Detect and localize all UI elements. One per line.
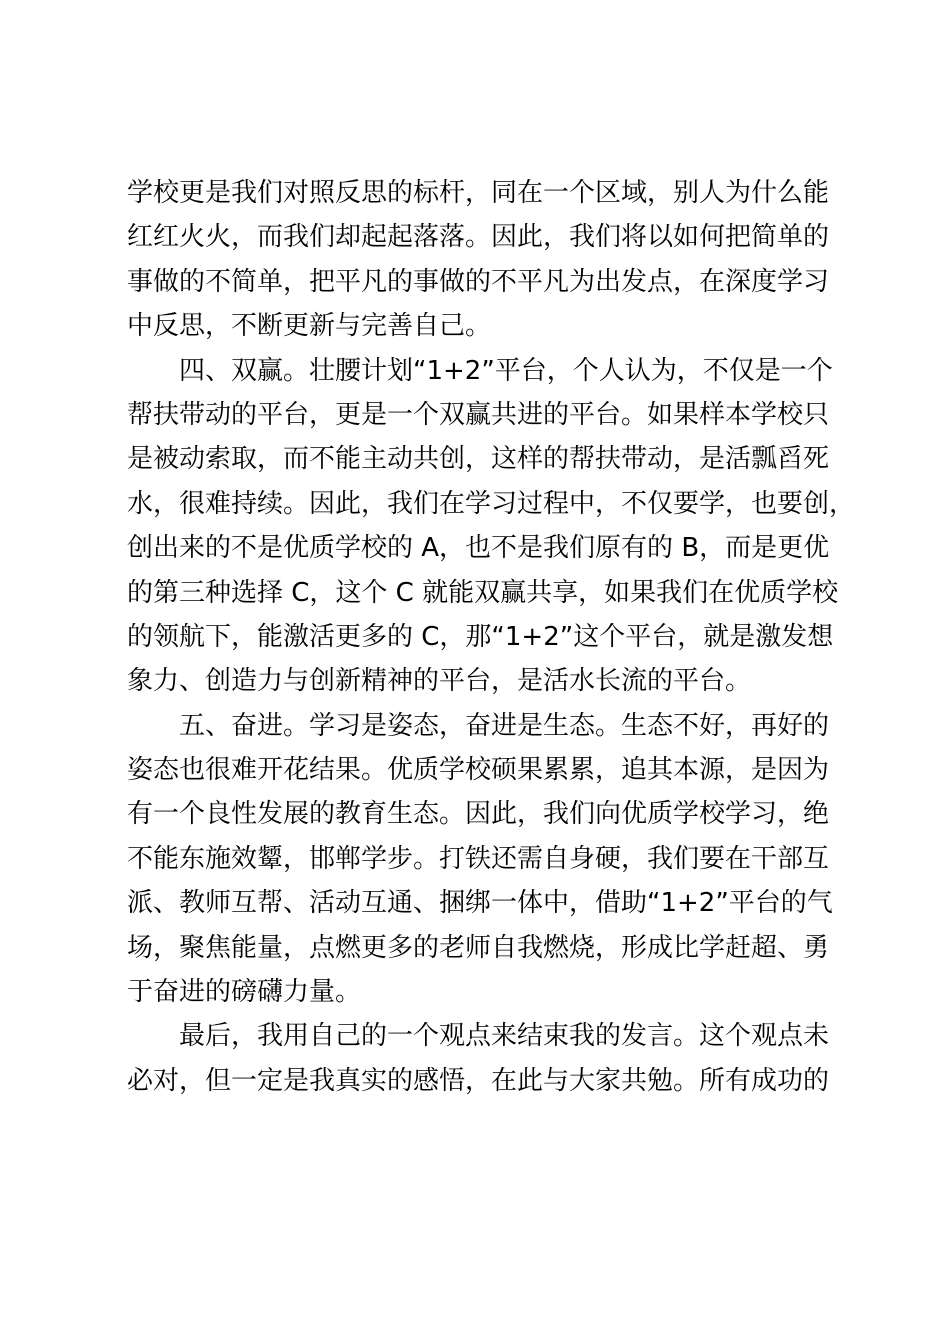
paragraph-start-line: 四、双赢。壮腰计划“1+2”平台，个人认为，不仅是一个 bbox=[179, 355, 833, 386]
text-line: 的领航下，能激活更多的 C，那“1+2”这个平台，就是激发想 bbox=[127, 621, 834, 652]
text-line: 事做的不简单，把平凡的事做的不平凡为出发点，在深度学习 bbox=[127, 266, 830, 297]
text-line: 必对，但一定是我真实的感悟，在此与大家共勉。所有成功的 bbox=[127, 1065, 830, 1096]
text-line: 于奋进的磅礴力量。 bbox=[127, 977, 362, 1008]
text-line: 姿态也很难开花结果。优质学校硕果累累，追其本源，是因为 bbox=[127, 755, 830, 786]
text-line: 的第三种选择 C，这个 C 就能双赢共享，如果我们在优质学校 bbox=[127, 577, 839, 608]
paragraph-start-line: 五、奋进。学习是姿态，奋进是生态。生态不好，再好的 bbox=[179, 710, 830, 741]
text-line: 水，很难持续。因此，我们在学习过程中，不仅要学，也要创， bbox=[127, 488, 856, 519]
text-line: 不能东施效颦，邯郸学步。打铁还需自身硬，我们要在干部互 bbox=[127, 843, 830, 874]
text-line: 红红火火，而我们却起起落落。因此，我们将以如何把简单的 bbox=[127, 222, 830, 253]
text-line: 创出来的不是优质学校的 A，也不是我们原有的 B，而是更优 bbox=[127, 533, 830, 564]
document-body bbox=[127, 171, 856, 1103]
text-line: 有一个良性发展的教育生态。因此，我们向优质学校学习，绝 bbox=[127, 799, 830, 830]
text-line: 派、教师互帮、活动互通、捆绑一体中，借助“1+2”平台的气 bbox=[127, 888, 833, 919]
text-line: 象力、创造力与创新精神的平台，是活水长流的平台。 bbox=[127, 666, 752, 697]
text-line: 帮扶带动的平台，更是一个双赢共进的平台。如果样本学校只 bbox=[127, 399, 830, 430]
paragraph-start-line: 最后，我用自己的一个观点来结束我的发言。这个观点未 bbox=[179, 1021, 830, 1052]
text-line: 场，聚焦能量，点燃更多的老师自我燃烧，形成比学赶超、勇 bbox=[127, 932, 830, 963]
text-line: 中反思，不断更新与完善自己。 bbox=[127, 311, 492, 342]
text-line: 学校更是我们对照反思的标杆，同在一个区域，别人为什么能 bbox=[127, 178, 830, 208]
text-line: 是被动索取，而不能主动共创，这样的帮扶带动，是活瓢舀死 bbox=[127, 444, 830, 475]
